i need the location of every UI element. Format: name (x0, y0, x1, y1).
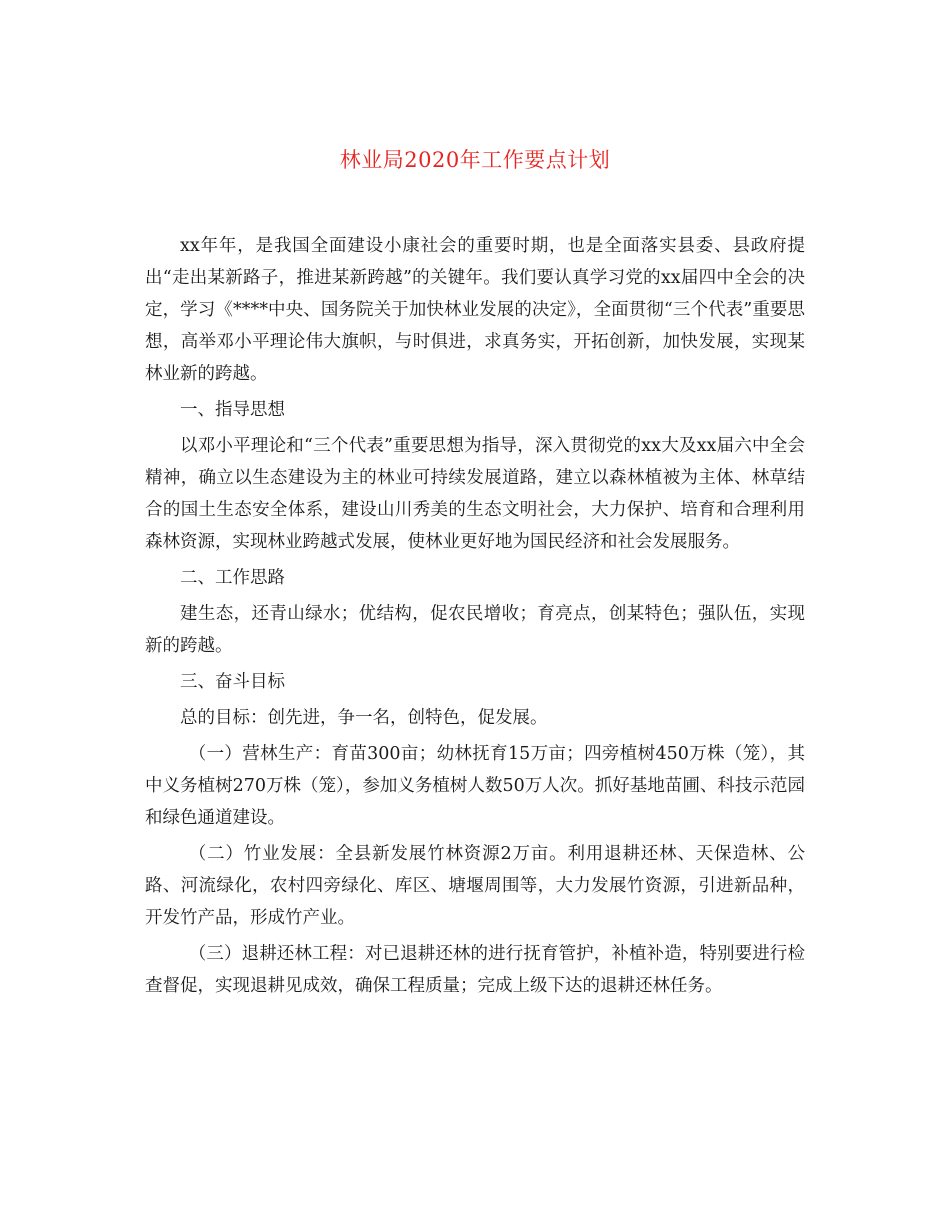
goal-item-bamboo-development: （二）竹业发展：全县新发展竹林资源2万亩。利用退耕还林、天保造林、公路、河流绿化，农村四旁绿化、库区、塘堰周围等，大力发展竹资源，引进新品种，开发竹产品，形成竹产业。 (145, 844, 805, 928)
overall-goal-paragraph: 总的目标：创先进，争一名，创特色，促发展。 (180, 708, 548, 728)
work-approach-paragraph: 建生态，还青山绿水；优结构，促农民增收；育亮点，创某特色；强队伍，实现新的跨越。 (145, 604, 805, 656)
intro-paragraph: xx年年，是我国全面建设小康社会的重要时期，也是全面落实县委、县政府提出“走出某新路子，推进某新跨越”的关键年。我们要认真学习党的xx届四中全会的决定，学习《****中央、国务院关于加快林业发展的决定》，全面贯彻“三个代表”重要思想，高举邓小平理论伟大旗帜，与时俱进，求真务实，开拓创新，加快发展，实现某林业新的跨越。 (145, 236, 805, 384)
section-heading-guiding-thought: 一、指导思想 (180, 400, 285, 420)
document-title: 林业局2020年工作要点计划 (339, 148, 611, 172)
goal-item-forestry-production: （一）营林生产：育苗300亩；幼林抚育15万亩；四旁植树450万株（笼），其中义务植树270万株（笼），参加义务植树人数50万人次。抓好基地苗圃、科技示范园和绿色通道建设。 (145, 744, 805, 828)
section-heading-goals: 三、奋斗目标 (180, 672, 285, 692)
section-heading-work-approach: 二、工作思路 (180, 568, 285, 588)
goal-item-returning-farmland: （三）退耕还林工程：对已退耕还林的进行抚育管护，补植补造，特别要进行检查督促，实现退耕见成效，确保工程质量；完成上级下达的退耕还林任务。 (145, 944, 805, 996)
guiding-thought-paragraph: 以邓小平理论和“三个代表”重要思想为指导，深入贯彻党的xx大及xx届六中全会精神，确立以生态建设为主的林业可持续发展道路，建立以森林植被为主体、林草结合的国土生态安全体系，建设山川秀美的生态文明社会，大力保护、培育和合理利用森林资源，实现林业跨越式发展，使林业更好地为国民经济和社会发展服务。 (145, 436, 805, 552)
document-body (145, 230, 805, 1006)
